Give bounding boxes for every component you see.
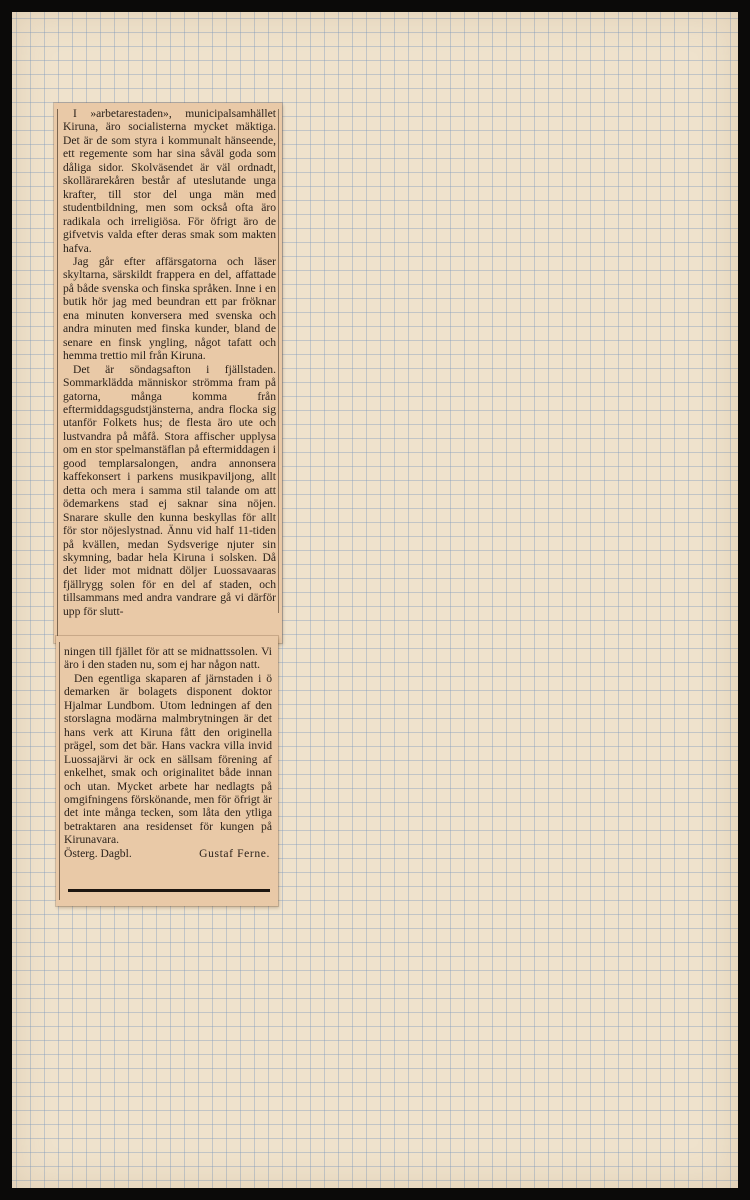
column-rule-left	[59, 642, 60, 900]
newspaper-clipping-bottom	[56, 636, 278, 906]
source-newspaper: Österg. Dagbl.	[64, 846, 132, 860]
end-rule	[68, 889, 270, 892]
byline	[64, 847, 272, 860]
column-rule-right	[278, 109, 279, 613]
paragraph-sunday-evening: Det är söndagsafton i fjällstaden. Sommarklädda människor strömma fram på gatorna, många komma från eftermiddagsgudstjänsterna, andra flocka sig utanför Folkets hus; de flesta äro ute och lustvandra på måfå. Stora affischer upplysa om en stor spelmanstäflan på eftermiddagen i good templarsalongen, andra annonsera kaffekonsert i parkens musikpaviljong, allt detta och mera i samma stil talande om att ödemarkens stad ej saknar sina nöjen. Snarare skulle den kunna beskyllas för allt för stor nöjeslystnad. Ännu vid half 11-tiden på kvällen, medan Sydsverige njuter sin skymning, badar hela Kiruna i solsken. Då det lider mot midnatt döljer Luossavaaras fjällrygg solen för en del af staden, och tillsammans med andra vandrare gå vi därför upp för slutt-	[63, 362, 276, 618]
paragraph-socialists: I »arbetarestaden», municipalsamhället Kiruna, äro socialisterna mycket mäktiga. Det är de som styra i kommunalt hänseende, ett regemente som har sina såväl goda som dåliga sidor. Skolväsendet är väl ordnadt, skollärarekåren består af uteslutande unga krafter, till stor del unga män med studentbildning, men som också ofta äro radikala och irreligiösa. För öfrigt äro de gifvetvis valda efter deras smak som makten hafva.	[63, 107, 276, 255]
newspaper-clipping-top	[54, 103, 282, 643]
author-name: Gustaf Ferne.	[199, 846, 270, 860]
paragraph-shop-signs: Jag går efter affärsgatorna och läser skyltarna, särskildt frappera en del, affattade på både svenska och finska språken. Inne i en butik hör jag med beundran ett par fröknar ena minuten konversera med svenska och andra minuten med finska kunder, bland de senare en finsk yngling, något tafatt och hemma trettio mil från Kiruna.	[63, 254, 276, 363]
paragraph-midnight-sun: ningen till fjället för att se midnattssolen. Vi äro i den staden nu, som ej har någon natt.	[64, 645, 272, 672]
grid-paper-sheet	[12, 12, 738, 1188]
column-rule-left	[57, 109, 58, 637]
paragraph-lundbom: Den egentliga skaparen af järnstaden i ö demarken är bolagets disponent doktor Hjalmar Lundbom. Utom ledningen af den storslagna modärna malmbrytningen är det hans verk att Kiruna fått den originella prägel, som det bär. Hans vackra villa invid Luossajärvi är ock en sällsam förening af enkelhet, smak och originalitet både innan och utan. Mycket arbete har nedlagts på omgifningens förskönande, men för öfrigt är det inte många tecken, som låta den ytliga betraktaren ana residenset för kungen på Kirunavara.	[64, 671, 272, 847]
